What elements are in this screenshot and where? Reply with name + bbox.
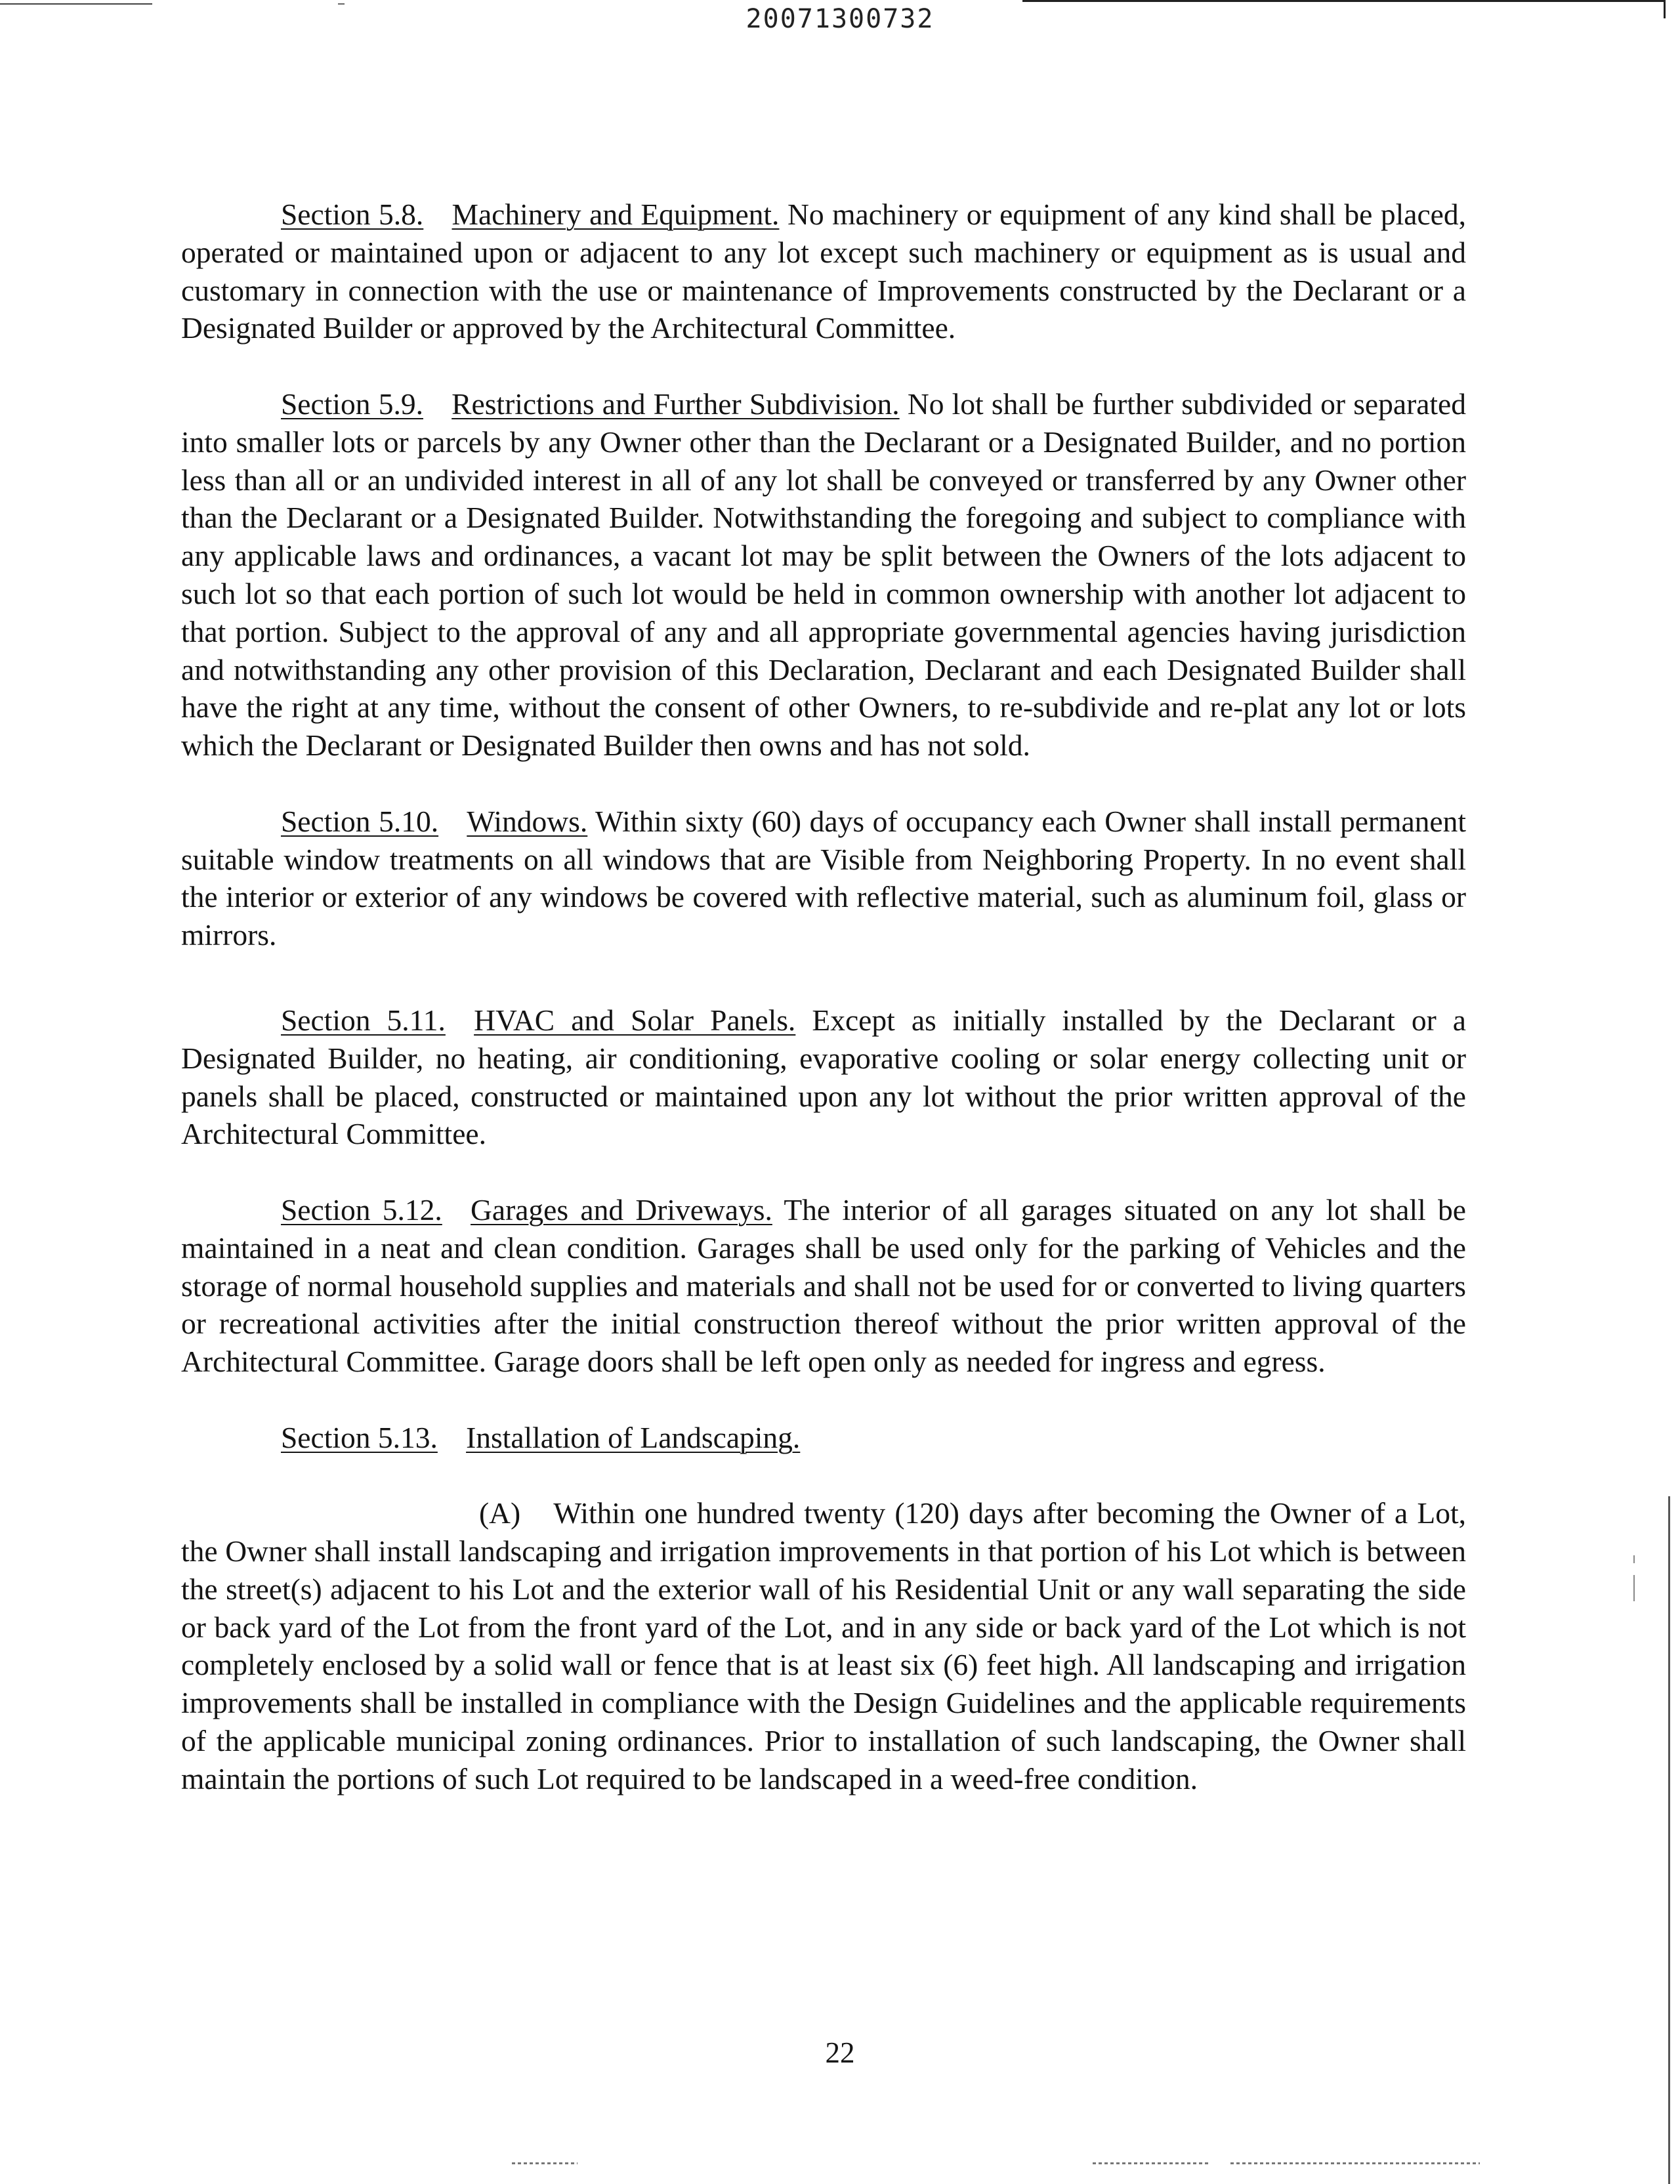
scan-artifact-right-edge [1668,1496,1670,2184]
section-label: Section 5.9. [281,387,423,421]
section-title: Garages and Driveways. [471,1192,772,1227]
section-text: No machinery or equipment of any kind shall be placed, operated or maintained upon or adjacent to any lot except such machinery or equipment as is usual and customary in connection with the use or maintenance of Improvements constructed by the Declarant or a Designated Builder or approved by the Architectural Committee. [181,198,1466,345]
section-title: Machinery and Equipment. [452,198,780,231]
subsection-text: Within one hundred twenty (120) days after becoming the Owner of a Lot, the Owner shall install landscaping and irrigation improvements in that portion of his Lot which is between the street(s) adjacent to his Lot and the exterior wall of his Residential Unit or any wall separating the side or back yard of the Lot from the front yard of the Lot, and in any side or back yard of the Lot which is not completely enclosed by a solid wall or fence that is at least six (6) feet high. All landscaping and irrigation improvements shall be installed in compliance with the Design Guidelines and the applicable requirements of the applicable municipal zoning ordinances. Prior to installation of such landscaping, the Owner shall maintain the portions of such Lot required to be landscaped in a weed-free condition. [181,1496,1466,1796]
scan-artifact-bottom [1093,2162,1211,2164]
section-5-13 [181,1419,1466,1457]
section-label: Section 5.13. [281,1420,438,1454]
section-text: Within sixty (60) days of occupancy each Owner shall install permanent suitable window treatments on all windows that are Visible from Neighboring Property. In no event shall the interior or exterior of any windows be covered with reflective material, such as aluminum foil, glass or mirrors. [181,804,1466,952]
section-5-10 [181,803,1466,954]
section-label: Section 5.12. [281,1192,442,1227]
document-body [181,196,1466,1798]
section-5-11 [181,1001,1466,1153]
scan-artifact-tick [1633,1555,1635,1563]
section-5-8 [181,196,1466,347]
subsection-label: (A) [479,1496,521,1530]
section-text: The interior of all garages situated on any lot shall be maintained in a neat and clean condition. Garages shall be used only for the parking of Vehicles and the storage of normal household supplies and materials and shall not be used for or converted to living quarters or recreational activities after the initial construction thereof without the prior written approval of the Architectural Committee. Garage doors shall be left open only as needed for ingress and egress. [181,1192,1466,1379]
scan-artifact-tick [1633,1575,1635,1601]
scan-artifact-bottom [512,2162,578,2164]
section-5-9 [181,385,1466,765]
scan-artifact-bottom [1230,2162,1480,2164]
section-text: No lot shall be further subdivided or separated into smaller lots or parcels by any Owner other than the Declarant or a Designated Builder, and no portion less than all or an undivided interest in all of any lot shall be conveyed or transferred by any Owner other than the Declarant or a Designated Builder. Notwithstanding the foregoing and subject to compliance with any applicable laws and ordinances, a vacant lot may be split between the Owners of the lots adjacent to such lot so that each portion of such lot would be held in common ownership with another lot adjacent to that portion. Subject to the approval of any and all appropriate governmental agencies having jurisdiction and notwithstanding any other provision of this Declaration, Declarant and each Designated Builder shall have the right at any time, without the consent of other Owners, to re-subdivide and re-plat any lot or lots which the Declarant or Designated Builder then owns and has not sold. [181,387,1466,763]
section-title: Restrictions and Further Subdivision. [452,387,900,421]
section-5-12 [181,1191,1466,1381]
section-title: Windows. [467,804,588,838]
subsection-a [181,1494,1466,1797]
document-number: 20071300732 [746,4,934,34]
section-label: Section 5.10. [281,804,439,838]
section-title: HVAC and Solar Panels. [474,1003,796,1037]
scan-artifact-top-rule [1022,0,1666,2]
section-label: Section 5.11. [281,1003,446,1037]
page-number: 22 [825,2036,855,2069]
section-label: Section 5.8. [281,198,424,231]
section-text: Except as initially installed by the Declarant or a Designated Builder, no heating, air conditioning, evaporative cooling or solar energy collecting unit or panels shall be placed, constructed or maintained upon any lot without the prior written approval of the Architectural Committee. [181,1003,1466,1151]
section-title: Installation of Landscaping. [466,1420,801,1454]
